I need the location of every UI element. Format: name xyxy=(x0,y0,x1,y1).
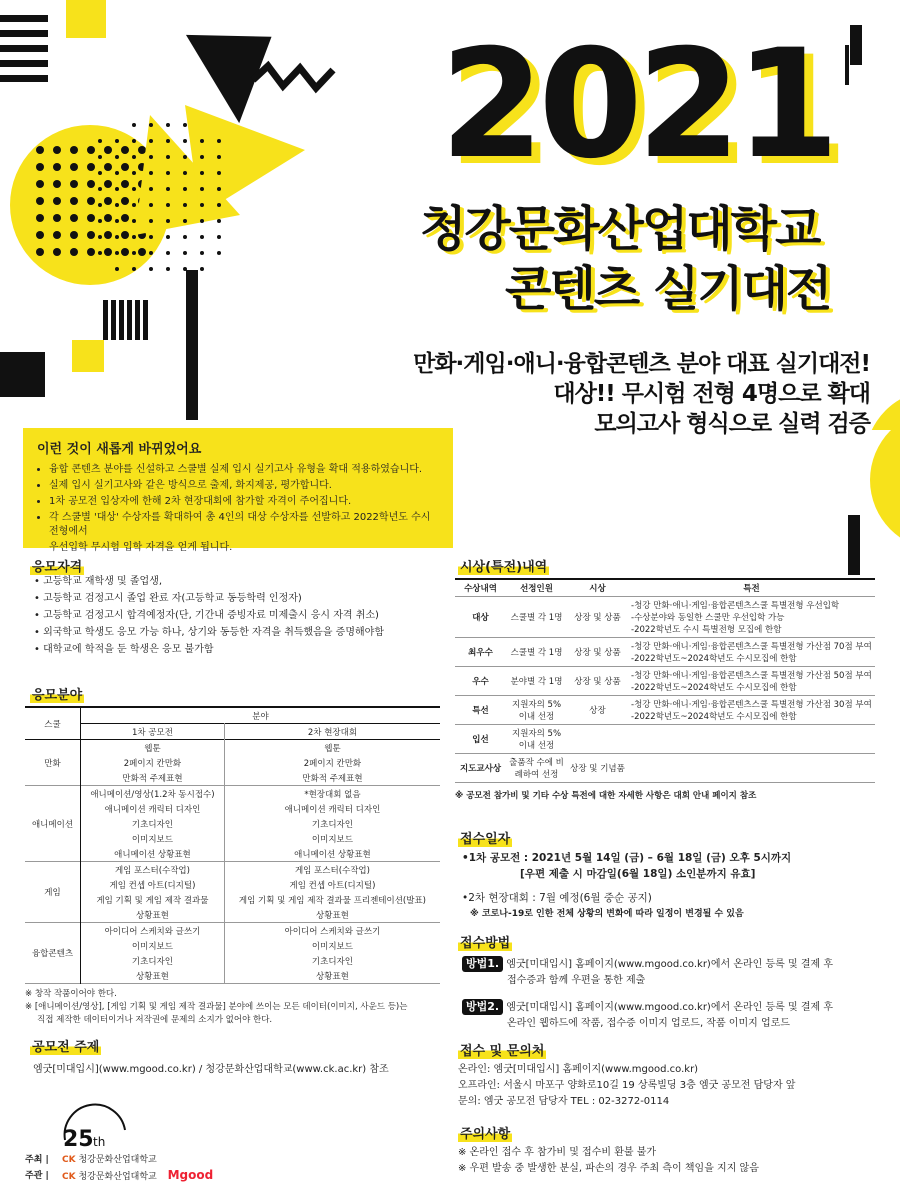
eligibility-item: • 고등학교 검정고시 합격예정자(단, 기간내 증빙자료 미제출시 응시 자격 취소) xyxy=(34,607,454,624)
award-count: 출품작 수에 비례하여 선정 xyxy=(506,754,567,783)
head-field: 분야 xyxy=(252,711,269,722)
field-round1: 게임 컨셉 아트(디지털) xyxy=(81,877,225,892)
caution-block xyxy=(458,1145,759,1177)
award-prize: 상장 및 상품 xyxy=(567,597,628,638)
method2-line2: 온라인 웹하드에 작품, 접수증 이미지 업로드, 작품 이미지 업로드 xyxy=(507,1018,790,1029)
notice-box xyxy=(23,428,453,553)
awards-row xyxy=(455,696,875,725)
awards-head: 선정인원 xyxy=(506,579,567,597)
contact-offline: 오프라인: 서울시 마포구 양화로10길 19 상록빌딩 3층 엠굿 공모전 담당자 앞 xyxy=(458,1080,796,1091)
field-round1: 이미지보드 xyxy=(81,831,225,846)
fields-row xyxy=(25,892,440,907)
field-round2: 애니메이션 캐릭터 디자인 xyxy=(284,804,381,815)
fields-row xyxy=(25,923,440,939)
awards-row xyxy=(455,725,875,754)
schedule-line1: •1차 공모전 : 2021년 5월 14일 (금) – 6월 18일 (금) 오후 5시까지 xyxy=(462,852,792,864)
schedule-line3: •2차 현장대회 : 7월 예정(6월 중순 공지) xyxy=(462,892,652,904)
award-benefit xyxy=(628,725,875,754)
schedule-line2: [우편 제출 시 마감일(6월 18일) 소인분까지 유효] xyxy=(520,868,756,880)
fields-note2: ※ [애니메이션/영상], [게임 기획 및 게임 제작 결과물] 분야에 쓰이는 모든 데이터(이미지, 사운드 등)는 xyxy=(25,1002,408,1012)
fields-row xyxy=(25,907,440,923)
field-school: 융합콘텐츠 xyxy=(25,923,81,984)
fields-row xyxy=(25,755,440,770)
anniv-text: th xyxy=(93,1135,106,1149)
awards-note: ※ 공모전 참가비 및 기타 수상 특전에 대한 자세한 사항은 대회 안내 페이지 참조 xyxy=(455,791,757,801)
field-round1: 2페이지 칸만화 xyxy=(81,755,225,770)
notice-item: 우선입학 무시험 입학 자격을 얻게 됩니다. xyxy=(49,542,233,553)
fields-row xyxy=(25,816,440,831)
award-prize: 상장 및 상품 xyxy=(567,667,628,696)
fields-row xyxy=(25,862,440,878)
awards-title: 시상(특전)내역 xyxy=(458,556,549,575)
award-prize: 상장 xyxy=(567,696,628,725)
field-round2: 상황표현 xyxy=(316,910,349,921)
award-benefit xyxy=(628,667,875,696)
fields-row xyxy=(25,801,440,816)
method-block xyxy=(462,956,882,1032)
award-name: 최우수 xyxy=(455,638,506,667)
award-prize xyxy=(567,725,628,754)
fields-row xyxy=(25,831,440,846)
field-round2: 상황표현 xyxy=(316,971,349,982)
fields-note1: ※ 창작 작품이어야 한다. xyxy=(25,989,117,999)
notice-item: • 실제 입시 실기고사와 같은 방식으로 출제, 화지제공, 평가합니다. xyxy=(49,479,439,493)
award-benefit xyxy=(628,638,875,667)
mgood-logo: Mgood xyxy=(167,1168,214,1182)
fields-row xyxy=(25,953,440,968)
awards-row xyxy=(455,597,875,638)
fields-row xyxy=(25,968,440,984)
fields-row xyxy=(25,877,440,892)
organizer-name: CK 청강문화산업대학교 Mgood xyxy=(62,1168,214,1182)
field-round1: 상황표현 xyxy=(81,968,225,984)
schedule-block xyxy=(462,850,791,922)
field-round1: 애니메이션 상황표현 xyxy=(81,846,225,862)
schedule-line4: ※ 코로나-19로 인한 전체 상황의 변화에 따라 일정이 변경될 수 있음 xyxy=(470,909,744,919)
awards-table xyxy=(455,578,875,783)
field-round2: 게임 포스터(수작업) xyxy=(294,865,370,876)
year-title: 2021 xyxy=(440,18,834,192)
field-round2: 이미지보드 xyxy=(311,834,353,845)
caution-item2: ※ 우편 발송 중 발생한 분실, 파손의 경우 주최 측이 책임을 지지 않음 xyxy=(458,1163,759,1174)
field-round1: 이미지보드 xyxy=(81,938,225,953)
method2-line1: 엠굿[미대입시] 홈페이지(www.mgood.co.kr)에서 온라인 등록 및 결제 후 xyxy=(506,1002,833,1013)
method1-line1: 엠굿[미대입시] 홈페이지(www.mgood.co.kr)에서 온라인 등록 및 결제 후 xyxy=(506,959,833,970)
award-benefit xyxy=(628,696,875,725)
fields-row xyxy=(25,846,440,862)
award-count: 스쿨별 각 1명 xyxy=(506,597,567,638)
award-benefit-line: -수상분야와 동일한 스쿨만 우선입학 가능 xyxy=(631,613,785,623)
field-round2: 2페이지 칸만화 xyxy=(303,758,362,769)
org-logo-icon: CK xyxy=(62,1172,76,1182)
eligibility-item: • 고등학교 검정고시 졸업 완료 자(고등학교 동등학력 인정자) xyxy=(34,590,454,607)
field-round1: 아이디어 스케치와 글쓰기 xyxy=(81,923,225,939)
field-round2: 기초디자인 xyxy=(311,956,353,967)
subtitle-line3: 모의고사 형식으로 실력 검증 xyxy=(594,411,870,437)
fields-note3: 직접 제작한 데이터이거나 저작권에 문제의 소지가 없어야 한다. xyxy=(37,1015,273,1025)
subtitle-line2: 대상!! 무시험 전형 4명으로 확대 xyxy=(553,381,870,407)
contact-title: 접수 및 문의처 xyxy=(458,1040,546,1059)
award-benefit-line: -2022학년도~2024학년도 수시모집에 한함 xyxy=(631,654,797,664)
awards-head: 특전 xyxy=(628,579,875,597)
method2-badge: 방법2. xyxy=(462,999,503,1015)
eligibility-item: • 고등학교 재학생 및 졸업생, xyxy=(34,573,454,590)
award-count: 지원자의 5%이내 선정 xyxy=(506,696,567,725)
award-benefit-line: -청강 만화·애니·게임·융합콘텐츠스쿨 특별전형 가산점 50점 부여 xyxy=(631,671,872,681)
awards-head: 시상 xyxy=(567,579,628,597)
field-school: 게임 xyxy=(25,862,81,923)
awards-row xyxy=(455,754,875,783)
contact-online: 온라인: 엠굿[미대입시] 홈페이지(www.mgood.co.kr) xyxy=(458,1064,699,1075)
eligibility-title: 응모자격 xyxy=(30,556,84,575)
award-benefit-line: -2022학년도~2024학년도 수시모집에 한함 xyxy=(631,712,797,722)
schedule-title: 접수일자 xyxy=(458,828,512,847)
awards-table-wrap xyxy=(455,578,875,801)
notice-item: • 융합 콘텐츠 분야를 신설하고 스쿨별 실제 입시 실기고사 유형을 확대 적용하였습니다. xyxy=(49,463,439,477)
field-round1: 게임 기획 및 게임 제작 결과물 xyxy=(81,892,225,907)
field-round2: 이미지보드 xyxy=(311,941,353,952)
award-prize: 상장 및 기념품 xyxy=(567,754,628,783)
fields-table-wrap xyxy=(25,706,440,1027)
award-benefit-line: -청강 만화·애니·게임·융합콘텐츠스쿨 특별전형 우선입학 xyxy=(631,601,840,611)
field-round1: 상황표현 xyxy=(81,907,225,923)
contact-block xyxy=(458,1062,795,1110)
anniv-number: 25 xyxy=(63,1127,94,1152)
field-round1: 웹툰 xyxy=(81,740,225,756)
organizer-label: 주관 | xyxy=(25,1171,49,1181)
award-count: 스쿨별 각 1명 xyxy=(506,638,567,667)
host-label: 주최 | xyxy=(25,1155,49,1165)
field-round1: 기초디자인 xyxy=(81,953,225,968)
caution-title: 주의사항 xyxy=(458,1123,512,1142)
field-round1: 애니메이션/영상(1.2차 동시접수) xyxy=(81,786,225,802)
head-round1: 1차 공모전 xyxy=(81,724,225,740)
fields-row xyxy=(25,938,440,953)
subtitle-line1: 만화·게임·애니·융합콘텐츠 분야 대표 실기대전! xyxy=(413,351,870,377)
method-title: 접수방법 xyxy=(458,932,512,951)
awards-row xyxy=(455,667,875,696)
decor-right-svg xyxy=(830,420,900,600)
title-line2: 콘텐츠 실기대전 xyxy=(505,261,831,317)
notice-item: • 각 스쿨별 '대상' 수상자를 확대하여 총 4인의 대상 수상자를 선발하고 2022학년도 수시 전형에서 xyxy=(49,511,439,539)
theme-text: 엠굿[미대입시](www.mgood.co.kr) / 청강문화산업대학교(www.ck.ac.kr) 참조 xyxy=(33,1064,389,1075)
field-round2: 웹툰 xyxy=(324,743,341,754)
caution-item1: ※ 온라인 접수 후 참가비 및 접수비 환불 불가 xyxy=(458,1147,657,1158)
field-round2: 아이디어 스케치와 글쓰기 xyxy=(284,926,381,937)
award-name: 입선 xyxy=(455,725,506,754)
field-round1: 만화적 주제표현 xyxy=(81,770,225,786)
field-round2: 만화적 주제표현 xyxy=(302,773,363,784)
award-name: 지도교사상 xyxy=(455,754,506,783)
awards-row xyxy=(455,638,875,667)
award-benefit-line: -2022학년도~2024학년도 수시모집에 한함 xyxy=(631,683,797,693)
field-round2: 애니메이션 상황표현 xyxy=(294,849,371,860)
method1-badge: 방법1. xyxy=(462,956,503,972)
title-line1: 청강문화산업대학교 xyxy=(420,201,820,257)
field-round1: 기초디자인 xyxy=(81,816,225,831)
method1-line2: 접수증과 함께 우편을 통한 제출 xyxy=(507,975,646,986)
host-logo-icon: CK xyxy=(62,1155,76,1165)
eligibility-list xyxy=(24,573,454,658)
fields-table xyxy=(25,706,440,984)
head-school: 스쿨 xyxy=(25,707,81,740)
eligibility-item: • 대학교에 학적을 둔 학생은 응모 불가함 xyxy=(34,641,454,658)
award-benefit xyxy=(628,597,875,638)
field-round1: 애니메이션 캐릭터 디자인 xyxy=(81,801,225,816)
award-name: 대상 xyxy=(455,597,506,638)
field-school: 만화 xyxy=(25,740,81,786)
field-round2: 게임 기획 및 게임 제작 결과물 프리젠테이션(발표) xyxy=(238,895,426,906)
host-name: CK 청강문화산업대학교 xyxy=(62,1155,157,1165)
theme-title: 공모전 주제 xyxy=(30,1036,101,1055)
award-count: 지원자의 5%이내 선정 xyxy=(506,725,567,754)
award-benefit-line: -청강 만화·애니·게임·융합콘텐츠스쿨 특별전형 가산점 70점 부여 xyxy=(631,642,872,652)
award-benefit-line: -청강 만화·애니·게임·융합콘텐츠스쿨 특별전형 가산점 30점 부여 xyxy=(631,700,872,710)
field-round2: 게임 컨셉 아트(디지털) xyxy=(289,880,376,891)
anniversary-logo xyxy=(55,1100,135,1160)
head-round2: 2차 현장대회 xyxy=(307,727,358,738)
award-name: 우수 xyxy=(455,667,506,696)
award-count: 분야별 각 1명 xyxy=(506,667,567,696)
award-name: 특선 xyxy=(455,696,506,725)
award-benefit-line: -2022학년도 수시 특별전형 모집에 한함 xyxy=(631,625,782,635)
awards-head: 수상내역 xyxy=(455,579,506,597)
notice-item: • 1차 공모전 입상자에 한해 2차 현장대회에 참가할 자격이 주어집니다. xyxy=(49,495,439,509)
award-benefit xyxy=(628,754,875,783)
field-round2: 기초디자인 xyxy=(311,819,353,830)
field-round2: *현장대회 없음 xyxy=(304,789,361,800)
field-school: 애니메이션 xyxy=(25,786,81,862)
eligibility-item: • 외국학교 학생도 응모 가능 하나, 상기와 동등한 자격을 취득했음을 증명해야함 xyxy=(34,624,454,641)
contact-phone: 문의: 엠굿 공모전 담당자 TEL : 02-3272-0114 xyxy=(458,1096,670,1107)
fields-row xyxy=(25,770,440,786)
fields-row xyxy=(25,740,440,756)
field-round1: 게임 포스터(수작업) xyxy=(81,862,225,878)
fields-title: 응모분야 xyxy=(30,684,84,703)
notice-title: 이런 것이 새롭게 바뀌었어요 xyxy=(37,442,202,457)
fields-row xyxy=(25,786,440,802)
award-prize: 상장 및 상품 xyxy=(567,638,628,667)
